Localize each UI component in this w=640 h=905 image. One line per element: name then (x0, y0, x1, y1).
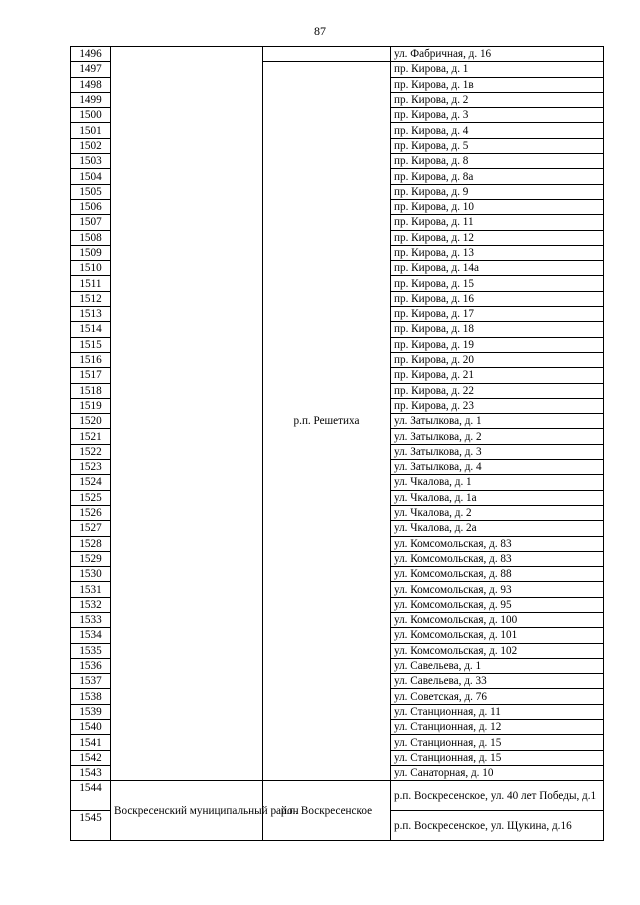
row-number: 1513 (71, 307, 111, 322)
row-number: 1533 (71, 612, 111, 627)
table-row (71, 781, 604, 811)
row-number: 1496 (71, 47, 111, 62)
locality-cell (263, 47, 391, 62)
district-voskresensky-cell: Воскресенский муниципальный район (111, 781, 263, 841)
address-cell: ул. Затылкова, д. 2 (391, 429, 604, 444)
row-number: 1545 (71, 811, 111, 841)
row-number: 1529 (71, 551, 111, 566)
address-table (70, 46, 604, 841)
address-cell: ул. Чкалова, д. 1 (391, 475, 604, 490)
address-cell: ул. Станционная, д. 11 (391, 704, 604, 719)
row-number: 1508 (71, 230, 111, 245)
row-number: 1499 (71, 92, 111, 107)
row-number: 1528 (71, 536, 111, 551)
row-number: 1530 (71, 567, 111, 582)
row-number: 1522 (71, 444, 111, 459)
address-cell: ул. Савельева, д. 33 (391, 674, 604, 689)
address-cell: ул. Чкалова, д. 2а (391, 521, 604, 536)
address-cell: ул. Комсомольская, д. 100 (391, 612, 604, 627)
row-number: 1503 (71, 154, 111, 169)
row-number: 1535 (71, 643, 111, 658)
address-cell: пр. Кирова, д. 23 (391, 398, 604, 413)
address-cell: пр. Кирова, д. 4 (391, 123, 604, 138)
address-cell: ул. Комсомольская, д. 93 (391, 582, 604, 597)
address-cell: ул. Затылкова, д. 1 (391, 414, 604, 429)
row-number: 1505 (71, 184, 111, 199)
table-row (71, 47, 604, 62)
address-cell: пр. Кирова, д. 10 (391, 199, 604, 214)
address-cell: ул. Комсомольская, д. 83 (391, 536, 604, 551)
row-number: 1531 (71, 582, 111, 597)
address-cell: пр. Кирова, д. 12 (391, 230, 604, 245)
row-number: 1509 (71, 245, 111, 260)
row-number: 1510 (71, 261, 111, 276)
address-cell: ул. Чкалова, д. 1а (391, 490, 604, 505)
row-number: 1540 (71, 720, 111, 735)
address-cell: пр. Кирова, д. 8а (391, 169, 604, 184)
row-number: 1525 (71, 490, 111, 505)
row-number: 1519 (71, 398, 111, 413)
locality-reshetikha-cell: р.п. Решетиха (263, 62, 391, 781)
locality-voskresenskoe-cell: р.п. Воскресенское (263, 781, 391, 841)
address-cell: ул. Комсомольская, д. 102 (391, 643, 604, 658)
row-number: 1511 (71, 276, 111, 291)
address-cell: пр. Кирова, д. 19 (391, 337, 604, 352)
address-cell: ул. Чкалова, д. 2 (391, 505, 604, 520)
address-cell: пр. Кирова, д. 3 (391, 108, 604, 123)
row-number: 1523 (71, 460, 111, 475)
address-cell: р.п. Воскресенское, ул. Щукина, д.16 (391, 811, 604, 841)
address-cell: пр. Кирова, д. 17 (391, 307, 604, 322)
row-number: 1527 (71, 521, 111, 536)
address-cell: ул. Станционная, д. 15 (391, 735, 604, 750)
row-number: 1543 (71, 765, 111, 780)
address-cell: пр. Кирова, д. 14а (391, 261, 604, 276)
address-cell: пр. Кирова, д. 15 (391, 276, 604, 291)
address-cell: пр. Кирова, д. 13 (391, 245, 604, 260)
row-number: 1498 (71, 77, 111, 92)
address-cell: ул. Фабричная, д. 16 (391, 47, 604, 62)
address-cell: ул. Савельева, д. 1 (391, 658, 604, 673)
address-cell: пр. Кирова, д. 18 (391, 322, 604, 337)
address-cell: пр. Кирова, д. 1 (391, 62, 604, 77)
address-cell: пр. Кирова, д. 22 (391, 383, 604, 398)
address-cell: пр. Кирова, д. 2 (391, 92, 604, 107)
address-cell: пр. Кирова, д. 9 (391, 184, 604, 199)
row-number: 1539 (71, 704, 111, 719)
address-cell: ул. Затылкова, д. 3 (391, 444, 604, 459)
address-cell: пр. Кирова, д. 16 (391, 291, 604, 306)
row-number: 1507 (71, 215, 111, 230)
row-number: 1534 (71, 628, 111, 643)
address-cell: ул. Комсомольская, д. 88 (391, 567, 604, 582)
address-cell: р.п. Воскресенское, ул. 40 лет Победы, д.1 (391, 781, 604, 811)
row-number: 1500 (71, 108, 111, 123)
address-cell: ул. Комсомольская, д. 101 (391, 628, 604, 643)
address-cell: пр. Кирова, д. 1в (391, 77, 604, 92)
row-number: 1542 (71, 750, 111, 765)
row-number: 1541 (71, 735, 111, 750)
address-cell: ул. Станционная, д. 15 (391, 750, 604, 765)
row-number: 1516 (71, 352, 111, 367)
row-number: 1506 (71, 199, 111, 214)
address-cell: ул. Затылкова, д. 4 (391, 460, 604, 475)
row-number: 1518 (71, 383, 111, 398)
row-number: 1515 (71, 337, 111, 352)
address-cell: пр. Кирова, д. 20 (391, 352, 604, 367)
row-number: 1517 (71, 368, 111, 383)
row-number: 1521 (71, 429, 111, 444)
row-number: 1520 (71, 414, 111, 429)
row-number: 1514 (71, 322, 111, 337)
row-number: 1502 (71, 138, 111, 153)
row-number: 1538 (71, 689, 111, 704)
row-number: 1512 (71, 291, 111, 306)
address-cell: ул. Советская, д. 76 (391, 689, 604, 704)
address-cell: ул. Комсомольская, д. 83 (391, 551, 604, 566)
row-number: 1504 (71, 169, 111, 184)
row-number: 1532 (71, 597, 111, 612)
address-cell: пр. Кирова, д. 8 (391, 154, 604, 169)
row-number: 1536 (71, 658, 111, 673)
address-cell: пр. Кирова, д. 21 (391, 368, 604, 383)
district-cell (111, 47, 263, 781)
row-number: 1537 (71, 674, 111, 689)
row-number: 1501 (71, 123, 111, 138)
address-cell: пр. Кирова, д. 11 (391, 215, 604, 230)
row-number: 1524 (71, 475, 111, 490)
address-cell: ул. Комсомольская, д. 95 (391, 597, 604, 612)
row-number: 1526 (71, 505, 111, 520)
row-number: 1497 (71, 62, 111, 77)
row-number: 1544 (71, 781, 111, 811)
page-number: 87 (314, 24, 326, 38)
address-cell: ул. Станционная, д. 12 (391, 720, 604, 735)
address-cell: ул. Санаторная, д. 10 (391, 765, 604, 780)
address-cell: пр. Кирова, д. 5 (391, 138, 604, 153)
